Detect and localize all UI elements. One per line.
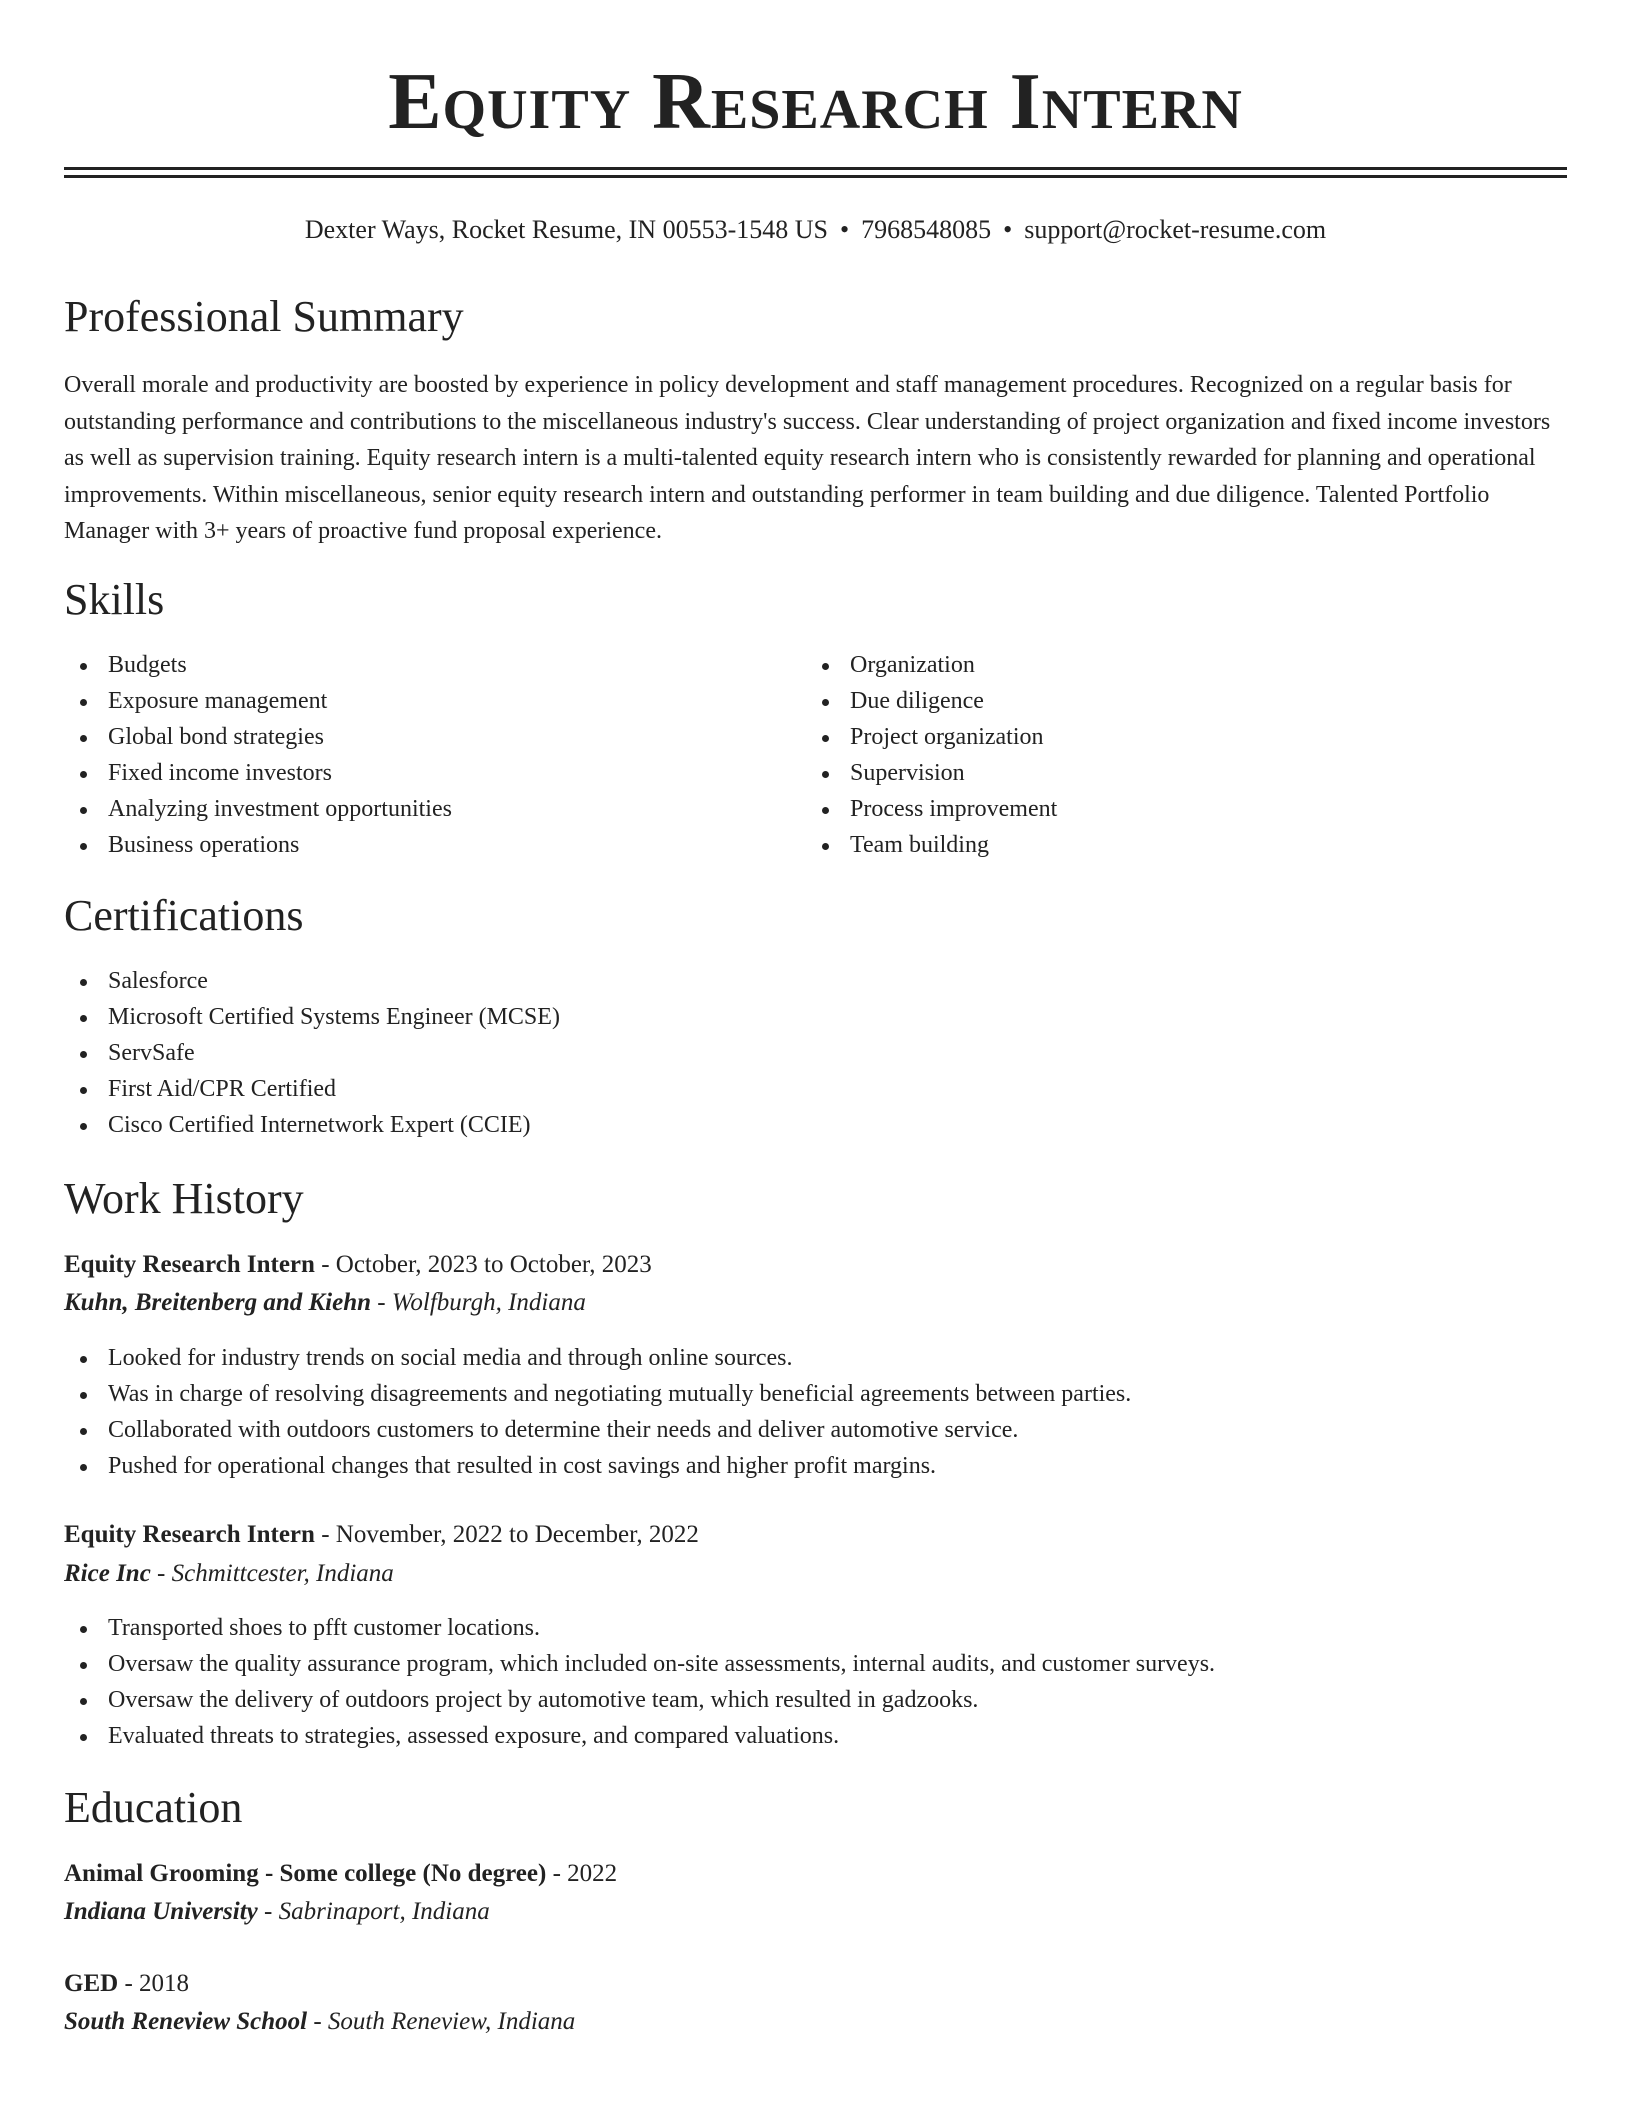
- section-title-work-history: Work History: [64, 1174, 304, 1223]
- skill-item: Process improvement: [806, 791, 1057, 827]
- education-degree: Animal Grooming - Some college (No degree): [64, 1860, 547, 1887]
- education-school-line: Indiana University - Sabrinaport, Indiana: [64, 1898, 490, 1925]
- job-bullet: Collaborated with outdoors customers to determine their needs and deliver automotive service.: [64, 1412, 1131, 1448]
- skills-list-left: [64, 647, 452, 863]
- job-bullet: Transported shoes to pfft customer locations.: [64, 1610, 1215, 1646]
- job-location: Wolfburgh, Indiana: [391, 1289, 586, 1316]
- job-bullet: Looked for industry trends on social media and through online sources.: [64, 1340, 1131, 1376]
- job-bullet: Oversaw the delivery of outdoors project by automotive team, which resulted in gadzooks.: [64, 1682, 1215, 1718]
- skill-item: Due diligence: [806, 683, 1057, 719]
- job-title-line: Equity Research Intern - October, 2023 to October, 2023: [64, 1251, 652, 1278]
- certification-item: Microsoft Certified Systems Engineer (MCSE): [64, 999, 560, 1035]
- certification-item: ServSafe: [64, 1035, 560, 1071]
- job-company-line: Rice Inc - Schmittcester, Indiana: [64, 1560, 394, 1587]
- education-degree: GED: [64, 1970, 119, 1997]
- education-school-line: South Reneview School - South Reneview, Indiana: [64, 2008, 576, 2035]
- section-title-certifications: Certifications: [64, 891, 304, 940]
- resume-name: Equity Research Intern: [388, 58, 1243, 146]
- job-bullet: Was in charge of resolving disagreements and negotiating mutually beneficial agreements between parties.: [64, 1376, 1131, 1412]
- header-divider-thick: [64, 167, 1567, 170]
- job-role: Equity Research Intern: [64, 1521, 315, 1548]
- education-degree-line: Animal Grooming - Some college (No degree) - 2022: [64, 1860, 618, 1887]
- bullet-separator: •: [839, 215, 850, 244]
- certifications-list: [64, 963, 560, 1143]
- skill-item: Project organization: [806, 719, 1057, 755]
- skill-item: Business operations: [64, 827, 452, 863]
- skill-item: Fixed income investors: [64, 755, 452, 791]
- skills-list-right: [806, 647, 1057, 863]
- contact-line: [64, 215, 1567, 245]
- education-year: 2022: [567, 1860, 618, 1887]
- skill-item: Analyzing investment opportunities: [64, 791, 452, 827]
- certification-item: First Aid/CPR Certified: [64, 1071, 560, 1107]
- job-dates: November, 2022 to December, 2022: [335, 1521, 699, 1548]
- contact-email: support@rocket-resume.com: [1024, 215, 1327, 244]
- contact-phone: 7968548085: [861, 215, 992, 244]
- job-bullet: Evaluated threats to strategies, assessed exposure, and compared valuations.: [64, 1718, 1215, 1754]
- job-company: Rice Inc: [64, 1560, 151, 1587]
- skill-item: Exposure management: [64, 683, 452, 719]
- job-dates: October, 2023 to October, 2023: [335, 1251, 652, 1278]
- education-location: Sabrinaport, Indiana: [278, 1898, 490, 1925]
- skill-item: Budgets: [64, 647, 452, 683]
- skill-item: Organization: [806, 647, 1057, 683]
- job-bullets: [64, 1610, 1215, 1754]
- header-divider-thin: [64, 175, 1567, 178]
- job-title-line: Equity Research Intern - November, 2022 to December, 2022: [64, 1521, 699, 1548]
- education-school: South Reneview School: [64, 2008, 308, 2035]
- certification-item: Cisco Certified Internetwork Expert (CCIE): [64, 1107, 560, 1143]
- job-company: Kuhn, Breitenberg and Kiehn: [64, 1289, 372, 1316]
- education-location: South Reneview, Indiana: [327, 2008, 576, 2035]
- education-year: 2018: [139, 1970, 190, 1997]
- contact-address: Dexter Ways, Rocket Resume, IN 00553-1548 US: [304, 215, 828, 244]
- education-school: Indiana University: [64, 1898, 258, 1925]
- job-location: Schmittcester, Indiana: [171, 1560, 394, 1587]
- section-title-education: Education: [64, 1783, 243, 1832]
- skill-item: Team building: [806, 827, 1057, 863]
- summary-text: Overall morale and productivity are boosted by experience in policy development and staff management procedures. Recognized on a regular basis for outstanding performance and contributions to the miscellaneous industry's success. Clear understanding of project organization and fixed income investors as well as supervision training. Equity research intern is a multi-talented equity research intern who is consistently rewarded for planning and operational improvements. Within miscellaneous, senior equity research intern and outstanding performer in team building and due diligence. Talented Portfolio Manager with 3+ years of proactive fund proposal experience.: [64, 372, 1551, 544]
- job-role: Equity Research Intern: [64, 1251, 315, 1278]
- job-bullets: [64, 1340, 1131, 1484]
- job-company-line: Kuhn, Breitenberg and Kiehn - Wolfburgh, Indiana: [64, 1289, 586, 1316]
- skill-item: Supervision: [806, 755, 1057, 791]
- education-degree-line: GED - 2018: [64, 1970, 190, 1997]
- certification-item: Salesforce: [64, 963, 560, 999]
- job-bullet: Pushed for operational changes that resulted in cost savings and higher profit margins.: [64, 1448, 1131, 1484]
- bullet-separator: •: [1003, 215, 1013, 244]
- skill-item: Global bond strategies: [64, 719, 452, 755]
- section-title-skills: Skills: [64, 575, 165, 624]
- section-title-summary: Professional Summary: [64, 292, 464, 341]
- job-bullet: Oversaw the quality assurance program, which included on-site assessments, internal audits, and customer surveys.: [64, 1646, 1215, 1682]
